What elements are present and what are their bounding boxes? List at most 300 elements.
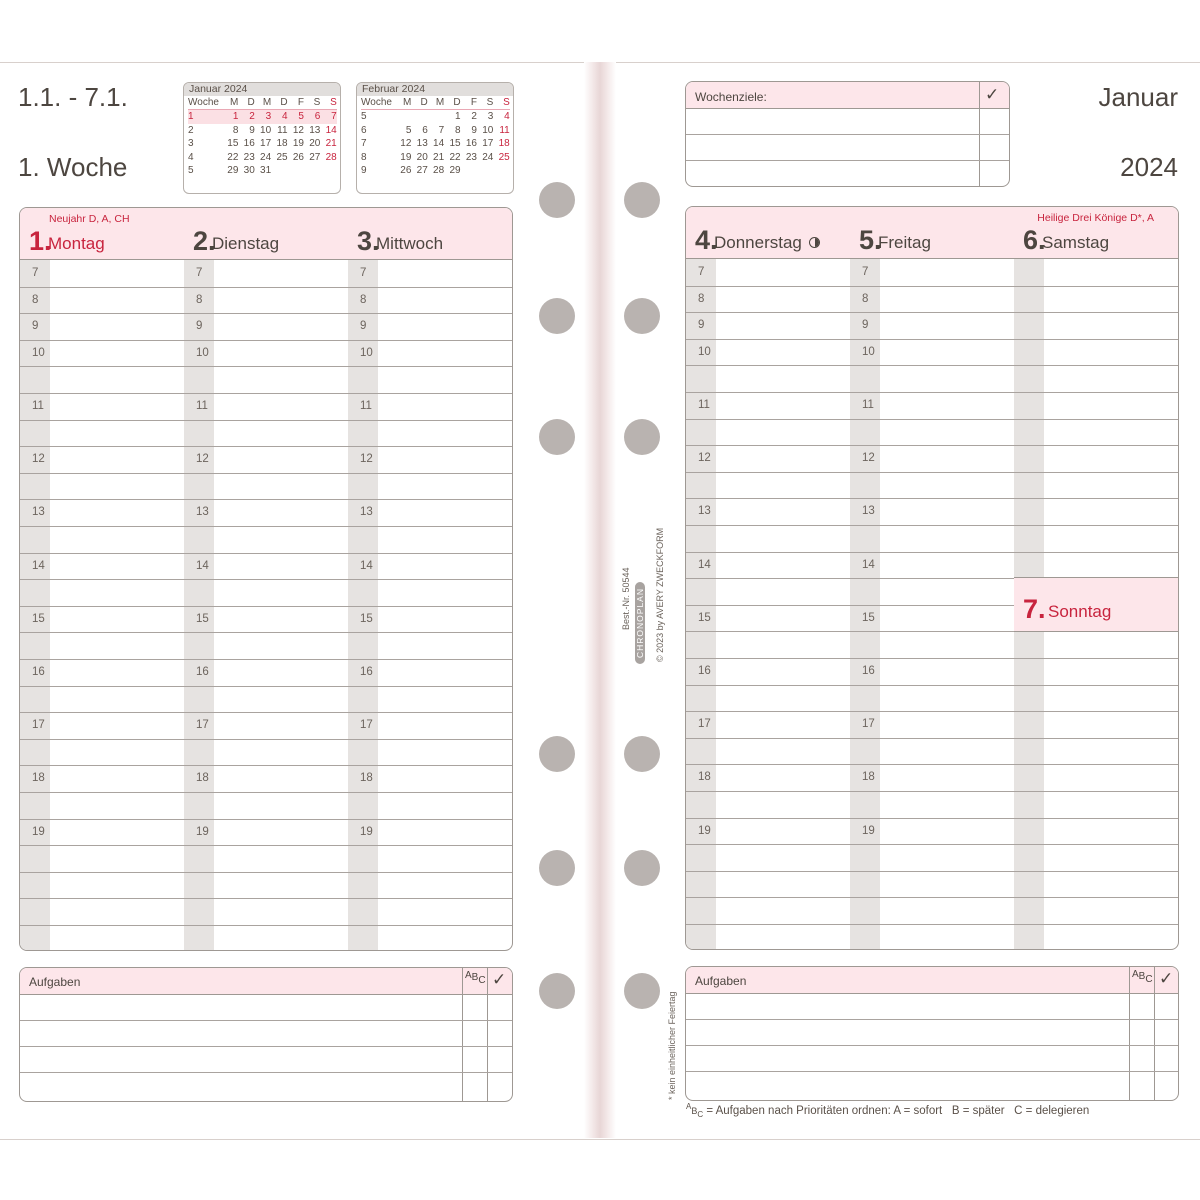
time-line xyxy=(686,844,850,845)
hour-label: 19 xyxy=(32,825,45,838)
day-cell: 6 xyxy=(422,124,428,136)
day-cell: 19 xyxy=(400,151,412,163)
hour-label: 7 xyxy=(698,266,705,278)
hour-label: 12 xyxy=(862,452,875,465)
mini-calendar-row xyxy=(188,124,337,138)
mini-calendar-row xyxy=(188,137,337,151)
hour-label: 9 xyxy=(32,320,39,333)
hour-label: 11 xyxy=(360,400,372,412)
punch-hole xyxy=(539,850,575,886)
day-cell: 9 xyxy=(471,124,477,136)
day-cell: 21 xyxy=(433,151,445,163)
time-line xyxy=(348,765,512,766)
day-cell: 10 xyxy=(260,124,272,136)
mini-calendar-row xyxy=(188,151,337,165)
day-cell xyxy=(477,164,493,178)
day-cell: 16 xyxy=(243,138,255,150)
day-cell: 12 xyxy=(400,138,412,150)
moon-phase-icon xyxy=(809,237,820,248)
day-grid-thu-sun xyxy=(685,206,1179,950)
time-line xyxy=(686,525,850,526)
hour-label: 7 xyxy=(32,267,39,279)
holiday-footnote: * kein einheitlicher Feiertag xyxy=(667,991,677,1100)
time-line xyxy=(1014,685,1178,686)
week-number-cell: 4 xyxy=(188,151,194,163)
hour-label: 16 xyxy=(32,666,45,678)
day-cell: 1 xyxy=(222,110,238,124)
time-line xyxy=(348,845,512,846)
time-line xyxy=(850,658,1014,659)
hour-label: 12 xyxy=(32,453,45,466)
day-cell: 24 xyxy=(482,151,494,163)
time-line xyxy=(1014,286,1178,287)
time-line xyxy=(20,499,184,500)
time-line xyxy=(686,897,850,898)
time-line xyxy=(850,472,1014,473)
mini-calendar-january xyxy=(183,82,341,194)
time-line xyxy=(184,366,348,367)
week-number-cell: Woche xyxy=(361,97,392,108)
mini-calendar-february xyxy=(356,82,514,194)
time-line xyxy=(850,312,1014,313)
day-cell: 16 xyxy=(465,138,477,150)
punch-hole xyxy=(624,298,660,334)
day-cell: 17 xyxy=(482,138,494,150)
hour-label: 16 xyxy=(360,666,373,678)
day-cell xyxy=(428,110,444,124)
day-column[interactable] xyxy=(184,208,349,950)
mini-calendar-row xyxy=(361,151,510,165)
day-cell: M xyxy=(230,97,239,108)
hour-label: 8 xyxy=(698,292,705,305)
time-line xyxy=(348,313,512,314)
priority-abc-icon: ABC xyxy=(1132,969,1153,985)
time-line xyxy=(850,525,1014,526)
time-line xyxy=(20,526,184,527)
day-cell: 1 xyxy=(444,110,460,124)
day-cell: 22 xyxy=(227,151,239,163)
week-number-cell: 8 xyxy=(361,151,367,163)
time-line xyxy=(850,498,1014,499)
time-line xyxy=(184,473,348,474)
time-line xyxy=(20,287,184,288)
time-line xyxy=(686,286,850,287)
time-line xyxy=(348,553,512,554)
hour-label: 17 xyxy=(196,719,209,732)
week-goals-box[interactable] xyxy=(685,81,1010,187)
day-cell: 17 xyxy=(260,138,272,150)
day-cell: 7 xyxy=(320,110,336,124)
time-line xyxy=(20,686,184,687)
holiday-label: Heilige Drei Könige D*, A xyxy=(1037,212,1154,224)
hour-label: 10 xyxy=(360,346,373,359)
time-line xyxy=(1014,791,1178,792)
day-name: Sonntag xyxy=(1048,602,1112,621)
time-line xyxy=(348,872,512,873)
time-line xyxy=(348,473,512,474)
day-cell: 6 xyxy=(304,110,320,124)
punch-hole xyxy=(624,182,660,218)
month-title: Januar xyxy=(1098,82,1178,112)
time-line xyxy=(850,392,1014,393)
time-line xyxy=(686,498,850,499)
time-line xyxy=(20,712,184,713)
time-line xyxy=(686,871,850,872)
mini-calendar-table xyxy=(361,97,510,178)
day-cell: 21 xyxy=(325,138,337,150)
holiday-label: Neujahr D, A, CH xyxy=(49,213,130,225)
hour-label: 7 xyxy=(360,267,367,279)
day-cell: S xyxy=(503,97,510,108)
hour-label: 10 xyxy=(32,346,45,359)
time-line xyxy=(184,553,348,554)
day-cell: 26 xyxy=(400,165,412,177)
hour-label: 17 xyxy=(862,718,875,731)
mini-calendar-row xyxy=(361,137,510,151)
time-line xyxy=(184,420,348,421)
time-line xyxy=(184,872,348,873)
day-number: 2. xyxy=(193,226,216,256)
day-number: 1. xyxy=(29,226,52,256)
time-line xyxy=(348,819,512,820)
day-number: 5. xyxy=(859,225,882,255)
time-line xyxy=(686,445,850,446)
hour-label: 11 xyxy=(698,399,710,411)
time-line xyxy=(184,819,348,820)
time-line xyxy=(184,686,348,687)
hour-label: 9 xyxy=(196,320,203,333)
hour-label: 15 xyxy=(32,612,45,625)
day-cell: 18 xyxy=(276,138,288,150)
task-line xyxy=(20,1072,512,1073)
day-cell: 28 xyxy=(433,165,445,177)
hour-label: 13 xyxy=(698,505,711,518)
day-cell xyxy=(271,164,287,178)
date-range: 1.1. - 7.1. xyxy=(18,82,128,112)
day-cell: S xyxy=(486,97,494,108)
day-cell: 19 xyxy=(292,138,304,150)
day-name: Freitag xyxy=(878,233,931,252)
day-cell xyxy=(411,110,427,124)
day-cell: 4 xyxy=(271,110,287,124)
time-line xyxy=(850,286,1014,287)
day-cell xyxy=(304,164,320,178)
time-line xyxy=(20,606,184,607)
day-cell: D xyxy=(453,97,461,108)
day-cell: 27 xyxy=(309,151,321,163)
hour-label: 18 xyxy=(196,772,209,785)
hour-label: 13 xyxy=(32,506,45,519)
day-cell: 4 xyxy=(493,110,509,124)
task-line xyxy=(686,1071,1178,1072)
year-title: 2024 xyxy=(1120,152,1178,182)
priority-abc-icon: ABC xyxy=(465,970,486,986)
day-cell: 25 xyxy=(498,151,510,163)
imprint-order-number: Best.-Nr. 50544 xyxy=(621,567,631,630)
hour-label: 18 xyxy=(862,771,875,784)
time-line xyxy=(20,739,184,740)
day-cell: 27 xyxy=(416,165,428,177)
hour-label: 14 xyxy=(32,559,45,572)
time-line xyxy=(850,764,1014,765)
time-line xyxy=(686,738,850,739)
hour-label: 8 xyxy=(32,293,39,306)
mini-calendar-table xyxy=(188,97,337,178)
day-column[interactable] xyxy=(850,207,1015,949)
time-line xyxy=(348,792,512,793)
time-line xyxy=(184,765,348,766)
day-cell: 28 xyxy=(325,151,337,163)
time-line xyxy=(1014,871,1178,872)
time-line xyxy=(850,897,1014,898)
week-number-cell: 3 xyxy=(188,138,194,150)
week-number-cell: 5 xyxy=(188,165,194,177)
day-number: 3. xyxy=(357,226,380,256)
time-line xyxy=(686,924,850,925)
hour-label: 11 xyxy=(32,400,44,412)
hour-label: 19 xyxy=(698,824,711,837)
time-line xyxy=(348,340,512,341)
time-line xyxy=(850,631,1014,632)
day-cell: 29 xyxy=(227,165,239,177)
time-line xyxy=(348,632,512,633)
time-line xyxy=(686,631,850,632)
hour-label: 13 xyxy=(862,505,875,518)
day-column[interactable] xyxy=(20,208,185,950)
day-cell: 3 xyxy=(477,110,493,124)
day-cell: 14 xyxy=(325,124,337,136)
time-line xyxy=(184,792,348,793)
time-line xyxy=(686,658,850,659)
time-line xyxy=(184,313,348,314)
tasks-label: Aufgaben xyxy=(695,974,747,988)
hour-label: 11 xyxy=(196,400,208,412)
week-number-cell: Woche xyxy=(188,97,219,108)
day-name: Donnerstag xyxy=(714,233,802,252)
time-line xyxy=(184,739,348,740)
day-name: Montag xyxy=(48,234,105,253)
time-line xyxy=(686,339,850,340)
tasks-box-left[interactable] xyxy=(19,967,513,1102)
mini-calendar-row xyxy=(188,110,337,124)
hour-label: 9 xyxy=(698,319,705,332)
day-cell: 15 xyxy=(227,138,239,150)
time-line xyxy=(20,845,184,846)
hour-label: 9 xyxy=(862,319,869,332)
time-line xyxy=(1014,711,1178,712)
day-name: Mittwoch xyxy=(376,234,444,253)
time-line xyxy=(184,925,348,926)
time-line xyxy=(1014,419,1178,420)
day-cell: M xyxy=(403,97,412,108)
day-cell: 31 xyxy=(260,165,272,177)
time-line xyxy=(20,366,184,367)
time-line xyxy=(850,844,1014,845)
hour-label: 8 xyxy=(862,292,869,305)
time-line xyxy=(184,632,348,633)
hour-label: 10 xyxy=(698,345,711,358)
mini-calendar-title: Februar 2024 xyxy=(357,83,513,96)
time-line xyxy=(184,499,348,500)
day-cell: 13 xyxy=(309,124,321,136)
time-line xyxy=(184,393,348,394)
day-cell: 10 xyxy=(482,124,494,136)
time-line xyxy=(1014,312,1178,313)
mini-calendar-row xyxy=(361,110,510,124)
time-line xyxy=(184,340,348,341)
time-line xyxy=(348,739,512,740)
time-line xyxy=(184,526,348,527)
hour-label: 14 xyxy=(862,558,875,571)
day-name: Samstag xyxy=(1042,233,1110,252)
tasks-header xyxy=(686,967,1178,994)
hour-label: 16 xyxy=(196,666,209,678)
hour-label: 13 xyxy=(360,506,373,519)
time-line xyxy=(850,445,1014,446)
mini-calendar-row xyxy=(361,124,510,138)
day-cell: 13 xyxy=(416,138,428,150)
time-line xyxy=(348,686,512,687)
time-line xyxy=(850,605,1014,606)
time-line xyxy=(686,791,850,792)
day-cell: 18 xyxy=(498,138,510,150)
time-line xyxy=(850,818,1014,819)
imprint-brand: CHRONOPLAN xyxy=(635,582,645,664)
priority-column-divider xyxy=(1129,967,1130,1100)
time-line xyxy=(20,553,184,554)
hour-label: 13 xyxy=(196,506,209,519)
time-line xyxy=(184,659,348,660)
binding-spine xyxy=(584,62,616,1138)
time-line xyxy=(686,419,850,420)
hour-label: 19 xyxy=(862,824,875,837)
day-cell xyxy=(493,164,509,178)
hour-label: 15 xyxy=(698,611,711,624)
day-column[interactable] xyxy=(1014,207,1178,949)
day-cell: F xyxy=(470,97,477,108)
time-line xyxy=(20,579,184,580)
time-line xyxy=(1014,472,1178,473)
time-line xyxy=(348,898,512,899)
week-number-cell: 2 xyxy=(188,124,194,136)
time-line xyxy=(686,578,850,579)
time-line xyxy=(184,287,348,288)
week-goals-label: Wochenziele: xyxy=(695,90,767,104)
hour-label: 10 xyxy=(862,345,875,358)
day-cell: F xyxy=(297,97,304,108)
day-cell: 25 xyxy=(276,151,288,163)
day-number: 4. xyxy=(695,225,718,255)
week-number-cell: 5 xyxy=(361,110,395,124)
day-cell: 7 xyxy=(438,124,445,136)
time-line xyxy=(20,765,184,766)
hour-label: 12 xyxy=(698,452,711,465)
day-cell: D xyxy=(420,97,428,108)
time-line xyxy=(686,312,850,313)
hour-label: 17 xyxy=(32,719,45,732)
day-cell: 2 xyxy=(238,110,254,124)
day-cell: 20 xyxy=(309,138,321,150)
day-column[interactable] xyxy=(686,207,851,949)
punch-hole xyxy=(624,850,660,886)
priority-legend: $^AB_C$ = Aufgaben nach Prioritäten ordnen: A = sofort B = später C = delegieren xyxy=(686,1102,1090,1120)
day-cell: M xyxy=(262,97,272,108)
day-cell: 5 xyxy=(405,124,412,136)
day-cell: 3 xyxy=(255,110,271,124)
time-line xyxy=(184,606,348,607)
day-cell xyxy=(320,164,336,178)
hour-label: 16 xyxy=(698,665,711,677)
hour-label: 16 xyxy=(862,665,875,677)
time-line xyxy=(850,924,1014,925)
time-line xyxy=(20,473,184,474)
sunday-header xyxy=(1014,577,1178,632)
hour-label: 11 xyxy=(862,399,874,411)
time-line xyxy=(348,712,512,713)
time-line xyxy=(850,552,1014,553)
day-cell: 5 xyxy=(288,110,304,124)
time-line xyxy=(20,819,184,820)
time-line xyxy=(1014,764,1178,765)
week-number: 1. Woche xyxy=(18,152,128,182)
day-name: Dienstag xyxy=(212,234,280,253)
day-cell: M xyxy=(435,97,445,108)
day-number: 6. xyxy=(1023,225,1046,255)
check-column-divider xyxy=(1154,967,1155,1100)
time-line xyxy=(850,711,1014,712)
time-line xyxy=(348,499,512,500)
check-icon: ✓ xyxy=(492,970,507,989)
time-line xyxy=(686,818,850,819)
time-line xyxy=(1014,552,1178,553)
day-cell: 15 xyxy=(449,138,461,150)
hour-label: 15 xyxy=(360,612,373,625)
priority-column-divider xyxy=(462,968,463,1101)
mini-calendar-row xyxy=(361,97,510,110)
day-cell xyxy=(461,164,477,178)
day-cell: 11 xyxy=(277,124,288,136)
hour-label: 17 xyxy=(698,718,711,731)
time-line xyxy=(850,871,1014,872)
hour-label: 14 xyxy=(360,559,373,572)
time-line xyxy=(348,925,512,926)
day-cell: 29 xyxy=(449,165,461,177)
hour-label: 15 xyxy=(862,611,875,624)
time-line xyxy=(184,712,348,713)
time-line xyxy=(348,420,512,421)
mini-calendar-row xyxy=(188,97,337,110)
day-cell: 2 xyxy=(461,110,477,124)
task-line xyxy=(686,1019,1178,1020)
tasks-box-right[interactable] xyxy=(685,966,1179,1101)
time-line xyxy=(348,659,512,660)
hour-label: 19 xyxy=(196,825,209,838)
day-cell: 23 xyxy=(465,151,477,163)
day-number: 7. xyxy=(1023,594,1046,624)
time-line xyxy=(20,632,184,633)
time-line xyxy=(20,313,184,314)
hour-label: 17 xyxy=(360,719,373,732)
time-line xyxy=(348,579,512,580)
mini-calendar-row xyxy=(188,164,337,178)
hour-label: 7 xyxy=(196,267,203,279)
week-number-cell: 9 xyxy=(361,165,367,177)
mini-calendar-row xyxy=(361,164,510,178)
time-line xyxy=(20,420,184,421)
hour-label: 8 xyxy=(196,293,203,306)
day-column[interactable] xyxy=(348,208,512,950)
hour-label: 12 xyxy=(196,453,209,466)
